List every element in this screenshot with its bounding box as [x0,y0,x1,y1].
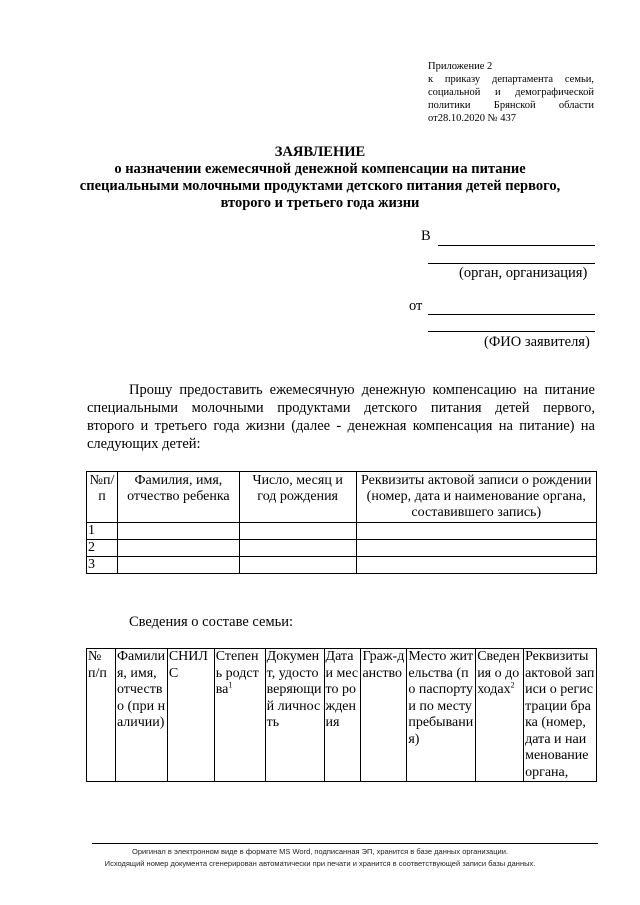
fam-col-number: № п/п [87,649,116,782]
fam-col-relation-label: Степень родства [215,649,259,697]
to-line-1[interactable] [438,245,595,246]
appendix-line-5: от28.10.2020 № 437 [428,113,516,124]
document-title [60,144,580,212]
fam-col-citizenship: Граж-данство [361,649,407,782]
cell-birth-record[interactable] [356,523,596,540]
col-birth-date: Число, месяц и год рождения [239,472,356,523]
title-line-2: специальными молочными продуктами детского питания детей первого, [79,178,561,194]
request-line-2: специальными молочными продуктами детского питания детей первого, [87,400,595,416]
cell-birth-date[interactable] [239,540,356,557]
footnote-2: 2 [510,680,515,690]
fam-col-name: Фамилия, имя, отчество (при наличии) [115,649,167,782]
request-paragraph [87,381,595,453]
request-line-1: Прошу предоставить ежемесячную денежную компенсацию на питание [129,382,595,398]
appendix-line-3: социальной и демографической [428,87,594,98]
to-caption: (орган, организация) [459,265,588,281]
footer [0,846,640,870]
title-line-1: о назначении ежемесячной денежной компенсации на питание [114,161,526,177]
row-number: 3 [87,557,118,574]
cell-birth-record[interactable] [356,540,596,557]
footer-line-1: Оригинал в электронном виде в формате MS Word, подписанная ЭП, хранится в базе данных организации. [131,847,508,856]
family-caption: Сведения о составе семьи: [129,614,294,630]
fam-col-id-document: Документ, удостоверяющий личность [265,649,324,782]
cell-birth-date[interactable] [239,523,356,540]
from-caption: (ФИО заявителя) [484,334,590,350]
from-label: от [409,298,423,314]
cell-child-name[interactable] [117,557,239,574]
from-line-1[interactable] [428,314,595,315]
footnote-1: 1 [228,680,233,690]
appendix-line-1: Приложение 2 [428,61,493,72]
request-line-4: следующих детей: [87,436,201,452]
children-table [86,471,597,574]
cell-birth-record[interactable] [356,557,596,574]
row-number: 1 [87,523,118,540]
to-label: В [421,228,431,244]
cell-child-name[interactable] [117,523,239,540]
fam-col-marriage-record: Реквизиты актовой записи о регистрации брака (номер, дата и наименование органа, [524,649,597,782]
fam-col-income [476,649,524,782]
from-line-2[interactable] [428,331,595,332]
cell-birth-date[interactable] [239,557,356,574]
col-number: №п/п [87,472,118,523]
footer-line-2: Исходящий номер документа сгенерирован автоматически при печати и хранится в соответствующей записи базы данных. [104,859,536,868]
children-table-header [87,472,597,523]
table-row [87,523,597,540]
fam-col-snils: СНИЛС [167,649,214,782]
cell-child-name[interactable] [117,540,239,557]
col-birth-record: Реквизиты актовой записи о рождении (номер, дата и наименование органа, составившего запись) [356,472,596,523]
family-table [86,648,597,782]
title-line-3: второго и третьего года жизни [220,195,420,211]
table-row [87,540,597,557]
footer-divider [92,843,598,844]
request-line-3: второго и третьего года жизни (далее - денежная компенсация на питание) на [87,418,595,434]
row-number: 2 [87,540,118,557]
fam-col-income-label: Сведения о доходах [477,649,520,697]
appendix-line-2: к приказу департамента семьи, [428,74,594,85]
to-line-2[interactable] [428,263,595,264]
title-heading: ЗАЯВЛЕНИЕ [274,144,366,160]
family-table-header [87,649,597,782]
fam-col-birth: Дата и место рождения [324,649,361,782]
appendix-block [428,60,594,125]
appendix-line-4: политики Брянской области [428,100,594,111]
table-row [87,557,597,574]
fam-col-residence: Место жительства (по паспорту и по месту пребывания) [407,649,476,782]
fam-col-relation [214,649,265,782]
col-child-name: Фамилия, имя, отчество ребенка [117,472,239,523]
